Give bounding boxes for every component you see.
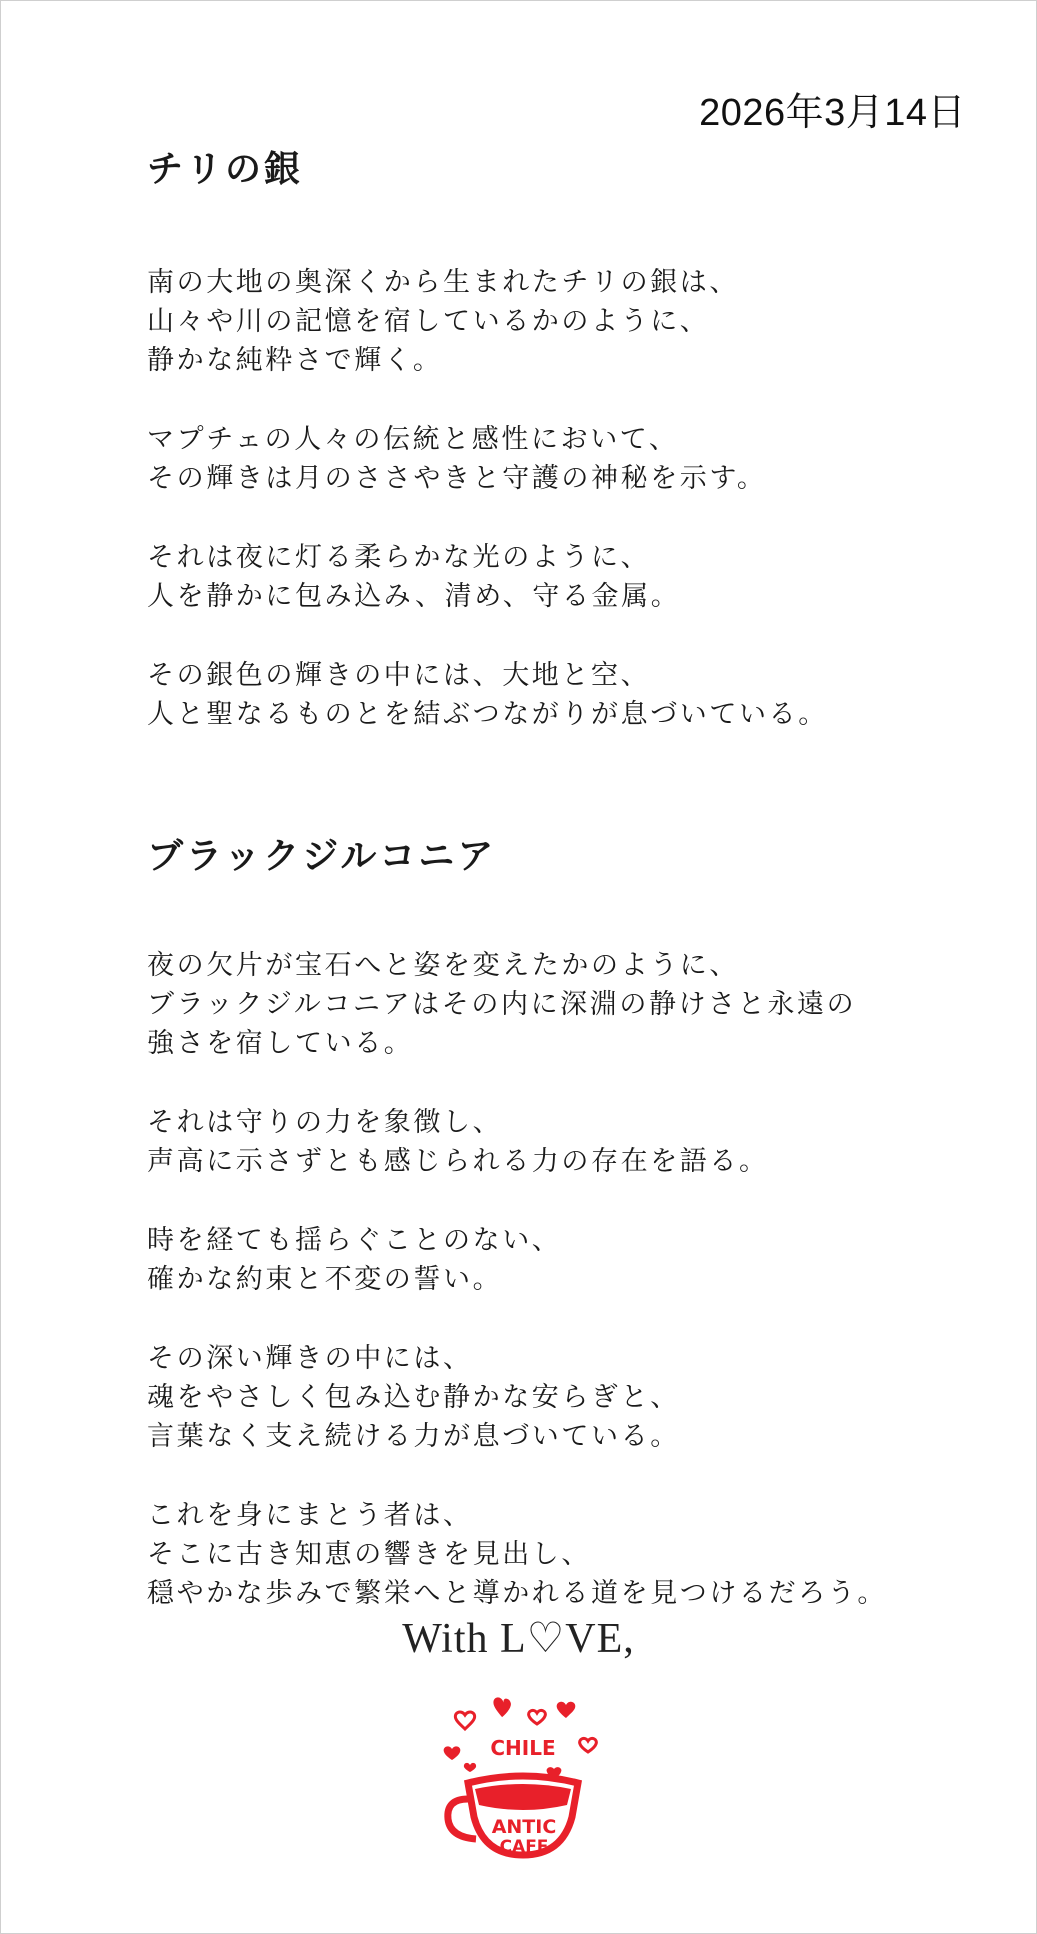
section-title-black-zirconia: ブラックジルコニア	[147, 835, 497, 877]
poem-line: 強さを宿している。	[147, 1028, 414, 1059]
heart-icon	[557, 1702, 576, 1718]
poem-line: それは守りの力を象徴し、	[147, 1107, 503, 1138]
stanza	[147, 1339, 977, 1456]
poem-line: 穏やかな歩みで繁栄へと導かれる道を見つけるだろう。	[147, 1578, 887, 1609]
poem-line: 静かな純粋さで輝く。	[147, 345, 443, 376]
stanza	[147, 1103, 977, 1181]
logo-bottom-text-1: ANTIC	[491, 1816, 557, 1838]
poem-line: 言葉なく支え続ける力が息づいている。	[147, 1421, 680, 1452]
poem-line: これを身にまとう者は、	[147, 1500, 473, 1531]
chile-antic-cafe-logo	[438, 1691, 608, 1866]
poem-line: ブラックジルコニアはその内に深淵の静けさと永遠の	[147, 989, 857, 1020]
heart-icon	[580, 1738, 597, 1752]
heart-icon	[493, 1695, 513, 1718]
letter-body	[147, 147, 977, 1613]
poem-line: 声高に示さずとも感じられる力の存在を語る。	[147, 1146, 769, 1177]
letter-date: 2026年3月14日	[699, 92, 966, 134]
poem-line: 人と聖なるものとを結ぶつながりが息づいている。	[147, 699, 828, 730]
logo-bottom-text-2: CAFE	[499, 1837, 549, 1857]
heart-icon	[529, 1710, 546, 1724]
section-title-chilean-silver: チリの銀	[147, 148, 304, 190]
stanza	[147, 946, 977, 1063]
poem-line: 時を経ても揺らぐことのない、	[147, 1225, 562, 1256]
poem-line: マプチェの人々の伝統と感性において、	[147, 424, 679, 455]
poem-line: 人を静かに包み込み、清め、守る金属。	[147, 581, 681, 612]
stanza	[147, 263, 977, 380]
poem-line: 山々や川の記憶を宿しているかのように、	[147, 306, 710, 337]
poem-line: 夜の欠片が宝石へと姿を変えたかのように、	[147, 950, 739, 981]
poem-line: 確かな約束と不変の誓い。	[147, 1264, 503, 1295]
poem-line: その銀色の輝きの中には、大地と空、	[147, 660, 651, 691]
stanza	[147, 1221, 977, 1299]
stanza	[147, 420, 977, 498]
heart-icon	[464, 1763, 476, 1772]
poem-line: 南の大地の奥深くから生まれたチリの銀は、	[147, 267, 739, 298]
poem-line: 魂をやさしく包み込む静かな安らぎと、	[147, 1382, 680, 1413]
stanza	[147, 538, 977, 616]
poem-line: そこに古き知恵の響きを見出し、	[147, 1539, 591, 1570]
stanza	[147, 1496, 977, 1613]
heart-icon	[444, 1746, 461, 1760]
poem-line: その輝きは月のささやきと守護の神秘を示す。	[147, 463, 767, 494]
stanza	[147, 656, 977, 734]
poem-line: それは夜に灯る柔らかな光のように、	[147, 542, 651, 573]
poem-line: その深い輝きの中には、	[147, 1343, 473, 1374]
logo-top-text: CHILE	[490, 1736, 556, 1760]
signoff: With L♡VE,	[402, 1616, 635, 1662]
heart-icon	[455, 1712, 474, 1729]
